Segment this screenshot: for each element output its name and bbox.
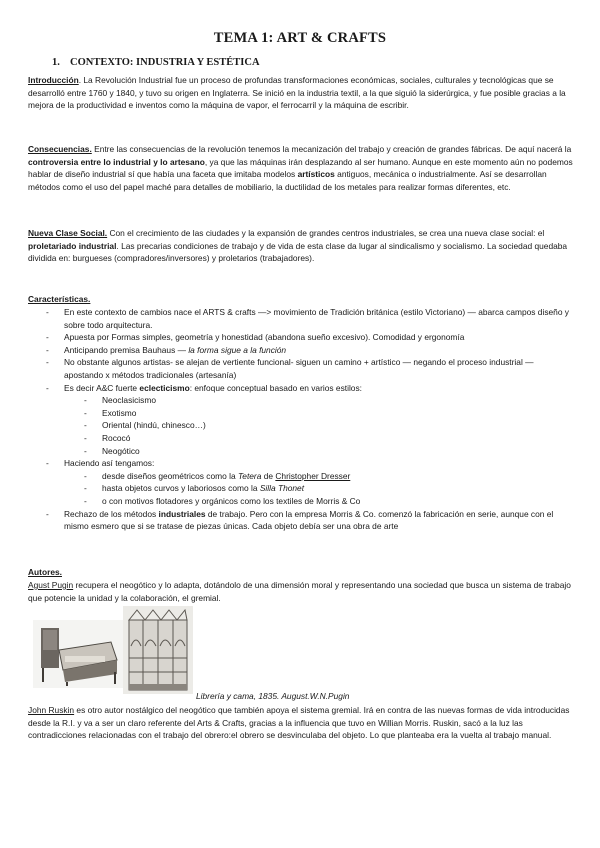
style-name: Neoclasicismo — [102, 395, 156, 406]
sub-list-item — [28, 407, 573, 420]
bullet-dash: - — [46, 458, 49, 469]
list-item — [28, 331, 573, 344]
list-item-text: desde diseños geométricos como la — [102, 470, 238, 481]
new-class-text: . Las precarias condiciones de trabajo y de vida de esta clase da lugar al sindicalismo y socialismo. La sociedad quedaba dividida en: burgueses (compradores/inversores) y proletarios (trabajadores). — [28, 240, 568, 264]
consequences-paragraph — [28, 143, 573, 193]
bullet-dash: - — [84, 420, 87, 431]
new-class-label: Nueva Clase Social. — [28, 228, 108, 238]
new-class-paragraph — [28, 227, 573, 265]
sub-list-item — [28, 482, 573, 495]
list-item-text: En este contexto de cambios nace el ARTS & crafts —> movimiento de Tradición británica (estilo Victoriano) — abarca campos diseño y sobre todo arquitectura. — [64, 307, 569, 330]
list-item-italic: Tetera — [237, 470, 262, 481]
bullet-dash: - — [84, 483, 87, 494]
list-item — [28, 344, 573, 357]
intro-label: Introducción — [28, 75, 79, 85]
designer-name: Christopher Dresser — [275, 470, 351, 481]
bullet-dash: - — [46, 382, 49, 393]
list-item-text: No obstante algunos artistas- se alejan de vertiente funcional- siguen un camino + artístico — negando el proceso industrial — apostando x métodos tradicionales (artesanía) — [64, 357, 534, 380]
consequences-text: , ya que las máquinas irán desplazando al ser humano. Aunque en este momento aún no podemos hablar de diseño industrial sí que había una faceta que imitaba modelos — [28, 156, 573, 180]
section-title: CONTEXTO: INDUSTRIA Y ESTÉTICA — [70, 57, 260, 68]
new-class-text: Con el crecimiento de las ciudades y la expansión de grandes centros industriales, se crea una nueva clase social: el — [107, 228, 545, 238]
list-item-text: : enfoque conceptual basado en varios estilos: — [189, 382, 362, 393]
list-item — [28, 382, 573, 395]
authors-heading — [28, 566, 573, 579]
ruskin-paragraph — [28, 704, 573, 742]
style-name: Neogótico — [102, 445, 140, 456]
list-item-text: de — [261, 470, 276, 481]
list-item-text: Rechazo de los métodos — [64, 508, 159, 519]
list-item-text: Anticipando premisa Bauhaus — — [64, 344, 189, 355]
author-text: es otro autor nostálgico del neogótico que también apoya el sistema gremial. Irá en contra de las nuevas formas de vida introducidas desde la R.I. y va a ser un claro referente del Arts & Crafts, gracias a la influencia que tuvo en Willian Morris. Ruskin, sacó a la luz las contradicciones relacionadas con el trabajo del obrero:el obrero se desvinculaba del objeto. Lo que planteaba era la vuelta al trabajo manual. — [28, 705, 570, 741]
author-name: John Ruskin — [28, 705, 75, 715]
page-title: TEMA 1: ART & CRAFTS — [213, 30, 387, 46]
list-item — [28, 306, 573, 331]
list-item-text: Es decir A&C fuerte — [64, 382, 140, 393]
bullet-dash: - — [46, 357, 49, 368]
sub-list-item — [28, 394, 573, 407]
bullet-dash: - — [84, 407, 87, 418]
consequences-bold: artísticos — [297, 169, 335, 180]
consequences-label: Consecuencias. — [28, 144, 92, 154]
bed-illustration — [33, 620, 123, 688]
list-item-italic: Silla Thonet — [259, 483, 305, 494]
figure-caption: Librería y cama, 1835. August.W.N.Pugin — [196, 691, 350, 701]
bullet-dash: - — [84, 470, 87, 481]
list-item-bold: industriales — [158, 508, 206, 519]
author-text: recupera el neogótico y lo adapta, dotándolo de una dimensión moral y representando una sociedad que busca un sistema de trabajo que potencie la unidad y la colaboración, el gremial. — [28, 580, 571, 603]
list-item — [28, 457, 573, 470]
bullet-dash: - — [46, 332, 49, 343]
bullet-dash: - — [84, 495, 87, 506]
sub-list-item — [28, 470, 573, 483]
sub-list-item — [28, 419, 573, 432]
sub-list-item — [28, 432, 573, 445]
library-illustration — [123, 606, 193, 694]
intro-paragraph — [28, 74, 573, 112]
list-item-bold: eclecticismo — [139, 382, 190, 393]
list-item — [28, 356, 573, 381]
intro-text: . La Revolución Industrial fue un proceso de profundas transformaciones económicas, sociales, culturales y tecnológicas que se desarrolló entre 1760 y 1840, y tuvo su origen en Inglaterra. Se inició en la industria textil, a la que siguió la siderúrgica, y fue posible gracias a la mejora de la productividad e inventos como la máquina de vapor, el ferrocarril y la máquina de escribir. — [28, 75, 566, 111]
bullet-dash: - — [84, 432, 87, 443]
list-item — [28, 508, 573, 533]
list-item-text: Haciendo así tengamos: — [64, 458, 155, 469]
list-item-italic: la forma sigue a la función — [188, 344, 287, 355]
list-item-text: o con motivos flotadores y orgánicos como los textiles de Morris & Co — [102, 495, 361, 506]
sub-list-item — [28, 445, 573, 458]
style-name: Exotismo — [102, 407, 137, 418]
characteristics-label: Características. — [28, 294, 91, 304]
bullet-dash: - — [46, 307, 49, 317]
pugin-figures — [33, 606, 193, 694]
characteristics-list — [28, 306, 573, 533]
pugin-paragraph — [28, 579, 573, 604]
list-item-text: hasta objetos curvos y laboriosos como la — [102, 483, 260, 494]
section-heading — [52, 57, 260, 68]
characteristics-heading — [28, 293, 573, 306]
style-name: Rococó — [102, 432, 131, 443]
list-item-text: de trabajo. Pero con la empresa Morris & Co. comenzó la fabricación en serie, aunque con el mismo esmero que si se tratase de piezas únicas. Cada objeto debía ser una obra de arte — [64, 508, 554, 532]
author-name: Agust Pugin — [28, 580, 74, 590]
bullet-dash: - — [46, 508, 49, 519]
bullet-dash: - — [46, 344, 49, 355]
bullet-dash: - — [84, 395, 87, 406]
list-item-text: Apuesta por Formas simples, geometría y honestidad (abandona sueño excesivo). Comodidad y ergonomía — [64, 332, 465, 343]
new-class-bold: proletariado industrial — [28, 240, 117, 251]
bullet-dash: - — [84, 445, 87, 456]
sub-list-item — [28, 495, 573, 508]
consequences-text: antiguos, mecánica o industrialmente. Así se desarrollan métodos como el uso del papel maché para detalles de mobiliario, la ductilidad de los metales para realizar formas diferentes, etc. — [28, 169, 547, 192]
consequences-text: Entre las consecuencias de la revolución tenemos la mecanización del trabajo y creación de grandes fábricas. De aquí nacerá la — [91, 144, 572, 154]
section-number: 1. — [52, 57, 60, 68]
style-name: Oriental (hindú, chinesco…) — [102, 420, 206, 431]
consequences-bold: controversia entre lo industrial y lo artesano — [28, 156, 205, 167]
authors-label: Autores. — [28, 567, 62, 577]
